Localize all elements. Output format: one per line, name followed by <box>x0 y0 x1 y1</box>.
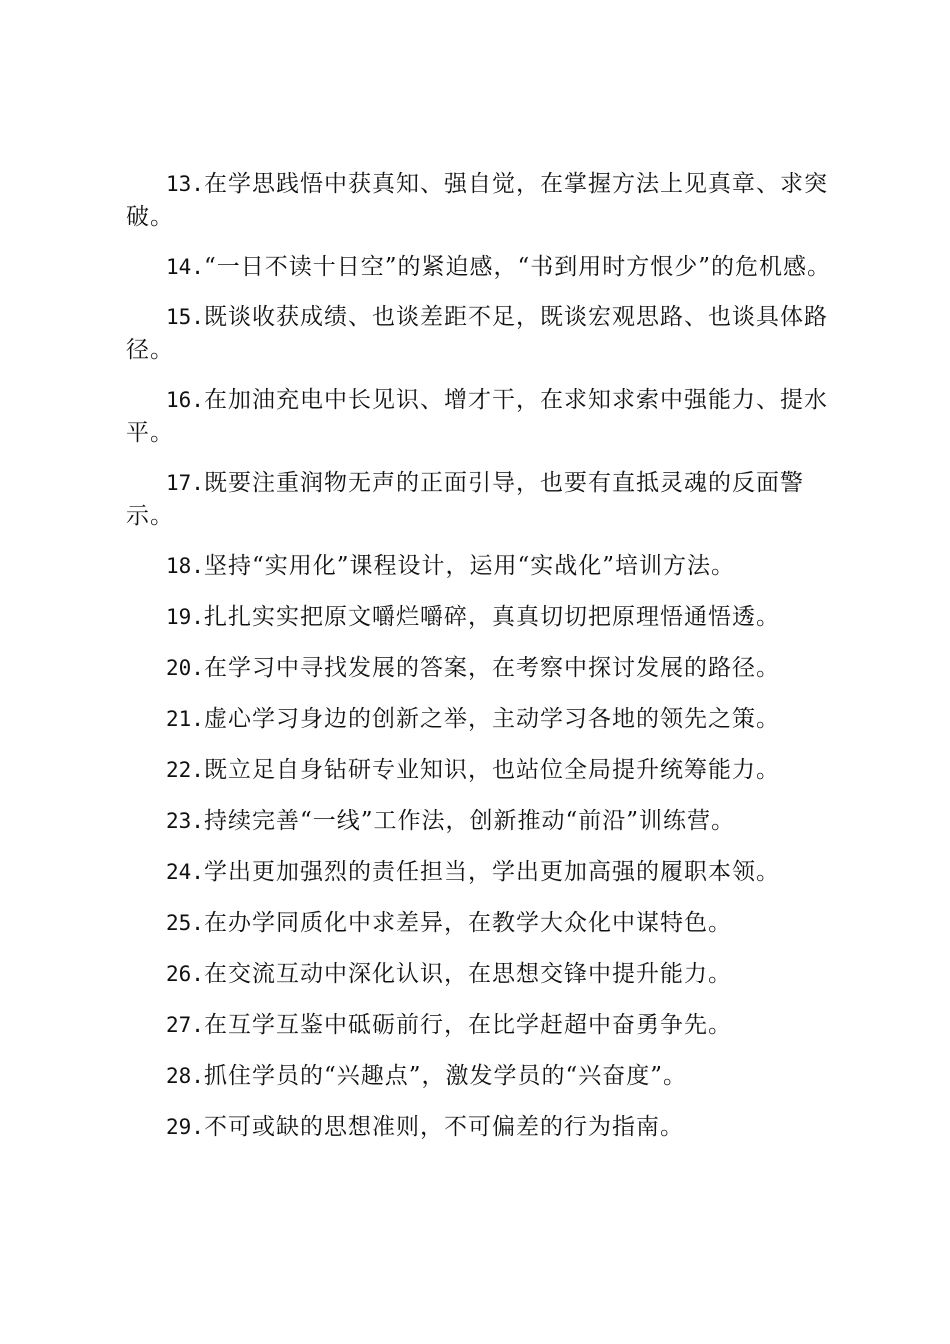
list-item-24 <box>126 856 838 889</box>
item-text: 虚心学习身边的创新之举，主动学习各地的领先之策。 <box>203 706 780 732</box>
list-item-16 <box>126 384 838 450</box>
item-text: 在学习中寻找发展的答案，在考察中探讨发展的路径。 <box>203 655 780 681</box>
list-item-29 <box>126 1111 838 1144</box>
list-item-18 <box>126 550 838 583</box>
item-text: 在交流互动中深化认识，在思想交锋中提升能力。 <box>203 961 732 987</box>
item-number: 22. <box>166 758 204 782</box>
item-text: 既立足自身钻研专业知识，也站位全局提升统筹能力。 <box>203 757 780 783</box>
item-text: 在学思践悟中获真知、强自觉，在掌握方法上见真章、求突破。 <box>126 171 828 230</box>
list-item-23 <box>126 805 838 838</box>
item-number: 23. <box>166 809 204 833</box>
item-text: 扎扎实实把原文嚼烂嚼碎，真真切切把原理悟通悟透。 <box>203 604 780 630</box>
list-item-20 <box>126 652 838 685</box>
item-text: 抓住学员的“兴趣点”，激发学员的“兴奋度”。 <box>203 1063 687 1089</box>
list-item-15 <box>126 301 838 367</box>
item-text: 既谈收获成绩、也谈差距不足，既谈宏观思路、也谈具体路径。 <box>126 304 828 363</box>
item-number: 18. <box>166 554 204 578</box>
item-number: 13. <box>166 172 204 196</box>
list-item-27 <box>126 1009 838 1042</box>
item-text: 既要注重润物无声的正面引导，也要有直抵灵魂的反面警示。 <box>126 470 804 529</box>
list-item-21 <box>126 703 838 736</box>
item-number: 21. <box>166 707 204 731</box>
item-text: 坚持“实用化”课程设计，运用“实战化”培训方法。 <box>203 553 735 579</box>
item-text: 学出更加强烈的责任担当，学出更加高强的履职本领。 <box>203 859 780 885</box>
item-number: 26. <box>166 962 204 986</box>
item-number: 28. <box>166 1064 204 1088</box>
item-number: 29. <box>166 1115 204 1139</box>
item-text: 不可或缺的思想准则，不可偏差的行为指南。 <box>203 1114 684 1140</box>
item-number: 24. <box>166 860 204 884</box>
item-number: 27. <box>166 1013 204 1037</box>
item-number: 15. <box>166 305 204 329</box>
item-number: 19. <box>166 605 204 629</box>
list-item-13 <box>126 168 838 234</box>
list-item-22 <box>126 754 838 787</box>
list-item-14 <box>126 251 838 284</box>
item-number: 17. <box>166 471 204 495</box>
item-number: 16. <box>166 388 204 412</box>
item-text: 在办学同质化中求差异，在教学大众化中谋特色。 <box>203 910 732 936</box>
document-body <box>126 168 838 1162</box>
list-item-17 <box>126 467 838 533</box>
item-text: 在加油充电中长见识、增才干，在求知求索中强能力、提水平。 <box>126 387 828 446</box>
item-number: 25. <box>166 911 204 935</box>
item-text: “一日不读十日空”的紧迫感，“书到用时方恨少”的危机感。 <box>203 254 831 280</box>
item-number: 20. <box>166 656 204 680</box>
list-item-19 <box>126 601 838 634</box>
item-text: 持续完善“一线”工作法，创新推动“前沿”训练营。 <box>203 808 735 834</box>
list-item-28 <box>126 1060 838 1093</box>
list-item-25 <box>126 907 838 940</box>
item-number: 14. <box>166 255 204 279</box>
item-text: 在互学互鉴中砥砺前行，在比学赶超中奋勇争先。 <box>203 1012 732 1038</box>
list-item-26 <box>126 958 838 991</box>
